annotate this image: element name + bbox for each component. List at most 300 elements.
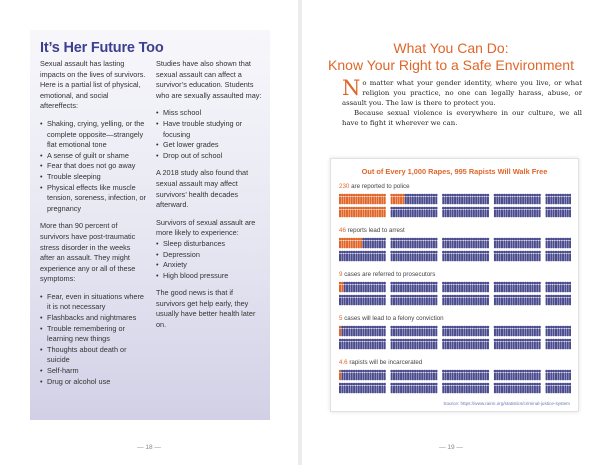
person-body xyxy=(426,298,428,306)
person-head xyxy=(341,282,344,285)
person-body xyxy=(367,241,369,249)
person-body xyxy=(398,373,400,381)
person-head xyxy=(510,295,513,298)
person-body xyxy=(363,210,365,218)
person-head xyxy=(531,207,534,210)
person-body xyxy=(550,342,552,350)
person-body xyxy=(363,197,365,205)
person-body xyxy=(442,373,444,381)
person-head xyxy=(520,238,523,241)
person-head xyxy=(402,194,405,197)
person-body xyxy=(445,241,447,249)
infographic-box xyxy=(330,158,579,412)
person-body xyxy=(428,210,430,218)
person-head xyxy=(545,339,548,342)
person-body xyxy=(452,241,454,249)
person-body xyxy=(560,329,562,337)
person-body xyxy=(529,329,531,337)
person-body xyxy=(381,329,383,337)
person-body xyxy=(564,210,566,218)
person-body xyxy=(485,298,487,306)
person-body xyxy=(363,241,365,249)
person-head xyxy=(447,370,450,373)
person-head xyxy=(339,383,341,386)
person-body xyxy=(496,285,498,293)
person-body xyxy=(442,285,444,293)
person-body xyxy=(536,197,538,205)
person-head xyxy=(374,326,377,329)
people-pictogram xyxy=(339,281,571,307)
paragraph: A 2018 study also found that sexual assault may affect survivors’ health decades afterward. xyxy=(156,168,249,210)
person-head xyxy=(430,251,433,254)
person-head xyxy=(484,370,487,373)
person-head xyxy=(379,207,382,210)
person-body xyxy=(367,373,369,381)
person-body xyxy=(471,342,473,350)
person-body xyxy=(449,373,451,381)
person-body xyxy=(421,342,423,350)
person-body xyxy=(468,329,470,337)
person-head xyxy=(480,383,483,386)
person-body xyxy=(367,329,369,337)
person-body xyxy=(391,210,393,218)
person-body xyxy=(485,386,487,394)
person-head xyxy=(564,370,567,373)
list-item: • Thoughts about death or suicide xyxy=(40,345,146,366)
person-body xyxy=(466,254,468,262)
person-head xyxy=(456,238,459,241)
person-head xyxy=(531,370,534,373)
person-head xyxy=(550,326,553,329)
person-head xyxy=(372,251,375,254)
person-head xyxy=(426,282,429,285)
person-head xyxy=(508,326,511,329)
person-body xyxy=(445,386,447,394)
person-body xyxy=(555,210,557,218)
person-head xyxy=(562,295,565,298)
person-body xyxy=(539,241,541,249)
person-head xyxy=(442,339,445,342)
person-head xyxy=(397,295,400,298)
person-head xyxy=(379,251,382,254)
person-head xyxy=(365,370,368,373)
person-body xyxy=(381,298,383,306)
person-head xyxy=(508,251,511,254)
person-body xyxy=(482,329,484,337)
person-head xyxy=(409,326,412,329)
person-body xyxy=(393,298,395,306)
person-body xyxy=(510,254,512,262)
person-body xyxy=(564,373,566,381)
person-body xyxy=(400,210,402,218)
person-head xyxy=(477,295,480,298)
person-body xyxy=(374,342,376,350)
person-head xyxy=(566,339,569,342)
person-head xyxy=(355,207,358,210)
person-body xyxy=(494,254,496,262)
person-body xyxy=(412,386,414,394)
person-head xyxy=(372,295,375,298)
person-head xyxy=(569,194,571,197)
person-head xyxy=(496,238,499,241)
person-head xyxy=(555,194,558,197)
bullet-list xyxy=(156,239,262,281)
person-head xyxy=(512,326,515,329)
person-head xyxy=(442,251,445,254)
person-head xyxy=(456,326,459,329)
person-head xyxy=(473,207,476,210)
person-body xyxy=(482,254,484,262)
person-body xyxy=(395,210,397,218)
person-head xyxy=(404,295,407,298)
person-body xyxy=(527,386,529,394)
person-body xyxy=(569,197,571,205)
person-body xyxy=(428,329,430,337)
person-head xyxy=(414,251,417,254)
person-head xyxy=(379,238,382,241)
person-body xyxy=(407,241,409,249)
person-body xyxy=(508,210,510,218)
person-body xyxy=(503,210,505,218)
person-body xyxy=(459,241,461,249)
person-body xyxy=(372,285,374,293)
person-body xyxy=(384,254,386,262)
person-head xyxy=(447,282,450,285)
person-head xyxy=(376,383,379,386)
person-head xyxy=(498,238,501,241)
person-body xyxy=(471,373,473,381)
person-head xyxy=(510,238,513,241)
person-head xyxy=(494,207,497,210)
person-head xyxy=(456,383,459,386)
heading-line-1: What You Can Do: xyxy=(393,40,509,56)
person-body xyxy=(351,342,353,350)
person-body xyxy=(421,373,423,381)
person-body xyxy=(503,373,505,381)
person-body xyxy=(433,342,435,350)
person-head xyxy=(559,282,562,285)
person-body xyxy=(456,241,458,249)
person-head xyxy=(381,194,384,197)
person-body xyxy=(424,298,426,306)
person-head xyxy=(358,295,361,298)
person-head xyxy=(372,383,375,386)
person-body xyxy=(463,197,465,205)
person-head xyxy=(379,339,382,342)
person-head xyxy=(468,326,471,329)
person-body xyxy=(539,197,541,205)
person-head xyxy=(555,370,558,373)
person-head xyxy=(520,370,523,373)
person-head xyxy=(531,251,534,254)
person-body xyxy=(529,298,531,306)
person-body xyxy=(365,342,367,350)
person-body xyxy=(553,329,555,337)
stat-text: are reported to police xyxy=(351,183,410,190)
person-head xyxy=(536,295,539,298)
person-head xyxy=(449,370,452,373)
person-body xyxy=(426,329,428,337)
person-body xyxy=(454,373,456,381)
person-head xyxy=(442,383,445,386)
person-body xyxy=(478,342,480,350)
person-body xyxy=(391,197,393,205)
person-head xyxy=(402,383,405,386)
person-body xyxy=(555,241,557,249)
person-head xyxy=(466,370,469,373)
person-body xyxy=(459,342,461,350)
person-head xyxy=(372,194,375,197)
person-body xyxy=(379,386,381,394)
person-head xyxy=(517,370,520,373)
person-head xyxy=(395,339,398,342)
person-head xyxy=(343,282,346,285)
person-body xyxy=(562,329,564,337)
person-head xyxy=(557,326,560,329)
person-body xyxy=(564,241,566,249)
person-head xyxy=(517,282,520,285)
person-body xyxy=(372,254,374,262)
person-head xyxy=(414,383,417,386)
person-body xyxy=(510,386,512,394)
person-head xyxy=(407,370,410,373)
person-body xyxy=(391,285,393,293)
person-body xyxy=(379,241,381,249)
person-head xyxy=(498,194,501,197)
person-head xyxy=(480,295,483,298)
person-body xyxy=(548,254,550,262)
person-head xyxy=(376,194,379,197)
person-body xyxy=(564,342,566,350)
person-head xyxy=(435,194,438,197)
person-body xyxy=(564,197,566,205)
person-body xyxy=(435,285,437,293)
person-head xyxy=(520,326,523,329)
person-body xyxy=(567,373,569,381)
person-head xyxy=(362,207,365,210)
person-body xyxy=(365,254,367,262)
person-body xyxy=(534,329,536,337)
person-head xyxy=(527,238,530,241)
person-body xyxy=(548,386,550,394)
person-head xyxy=(350,339,353,342)
person-body xyxy=(424,197,426,205)
person-head xyxy=(517,339,520,342)
person-head xyxy=(508,370,511,373)
person-head xyxy=(484,251,487,254)
person-head xyxy=(569,370,571,373)
person-body xyxy=(414,254,416,262)
person-body xyxy=(536,285,538,293)
person-body xyxy=(494,342,496,350)
person-body xyxy=(363,329,365,337)
person-body xyxy=(508,285,510,293)
person-head xyxy=(379,282,382,285)
person-head xyxy=(421,238,424,241)
person-body xyxy=(517,241,519,249)
person-body xyxy=(348,373,350,381)
person-body xyxy=(393,285,395,293)
person-head xyxy=(428,238,431,241)
person-head xyxy=(515,295,518,298)
person-body xyxy=(539,342,541,350)
page-number: — 18 — xyxy=(137,444,161,451)
person-head xyxy=(529,339,532,342)
person-body xyxy=(475,329,477,337)
person-body xyxy=(534,197,536,205)
person-body xyxy=(478,373,480,381)
person-body xyxy=(452,210,454,218)
person-head xyxy=(348,339,351,342)
person-body xyxy=(485,285,487,293)
person-body xyxy=(496,386,498,394)
person-body xyxy=(402,254,404,262)
person-body xyxy=(468,197,470,205)
person-head xyxy=(346,207,349,210)
person-body xyxy=(482,285,484,293)
person-head xyxy=(524,326,527,329)
person-head xyxy=(527,326,530,329)
person-head xyxy=(409,238,412,241)
person-body xyxy=(412,210,414,218)
list-item: • Flashbacks and nightmares xyxy=(40,313,146,324)
person-head xyxy=(390,295,393,298)
person-head xyxy=(435,251,438,254)
person-body xyxy=(435,254,437,262)
person-head xyxy=(397,370,400,373)
person-body xyxy=(355,373,357,381)
person-head xyxy=(529,251,532,254)
person-head xyxy=(548,370,551,373)
person-body xyxy=(381,285,383,293)
person-head xyxy=(496,251,499,254)
person-body xyxy=(522,210,524,218)
person-head xyxy=(527,383,530,386)
person-head xyxy=(480,370,483,373)
intro-paragraph-2: Because sexual violence is everywhere in our culture, we all have to fight it wherever we can. xyxy=(342,109,582,127)
person-body xyxy=(358,342,360,350)
person-head xyxy=(444,238,447,241)
person-body xyxy=(348,329,350,337)
person-body xyxy=(395,298,397,306)
person-body xyxy=(449,386,451,394)
person-head xyxy=(430,370,433,373)
person-body xyxy=(473,386,475,394)
person-head xyxy=(416,370,419,373)
person-body xyxy=(407,342,409,350)
person-body xyxy=(503,197,505,205)
person-body xyxy=(341,285,343,293)
person-body xyxy=(424,285,426,293)
person-head xyxy=(426,370,429,373)
person-head xyxy=(458,207,461,210)
person-head xyxy=(564,326,567,329)
person-head xyxy=(433,383,436,386)
person-head xyxy=(358,238,361,241)
person-head xyxy=(512,370,515,373)
person-head xyxy=(487,282,490,285)
person-head xyxy=(426,295,429,298)
person-body xyxy=(454,285,456,293)
person-body xyxy=(557,210,559,218)
person-body xyxy=(405,373,407,381)
person-head xyxy=(402,295,405,298)
person-head xyxy=(515,282,518,285)
person-body xyxy=(471,210,473,218)
person-head xyxy=(566,282,569,285)
person-head xyxy=(531,339,534,342)
person-head xyxy=(412,194,415,197)
person-body xyxy=(367,285,369,293)
person-head xyxy=(454,339,457,342)
person-body xyxy=(445,197,447,205)
person-body xyxy=(370,386,372,394)
person-head xyxy=(409,207,412,210)
person-body xyxy=(442,241,444,249)
person-head xyxy=(466,251,469,254)
person-head xyxy=(477,194,480,197)
person-body xyxy=(346,210,348,218)
person-body xyxy=(478,197,480,205)
person-head xyxy=(343,370,346,373)
person-head xyxy=(461,194,464,197)
person-head xyxy=(346,251,349,254)
sidebar-column-2 xyxy=(156,59,262,394)
person-body xyxy=(548,241,550,249)
person-body xyxy=(372,329,374,337)
person-head xyxy=(552,251,555,254)
person-head xyxy=(503,282,506,285)
person-body xyxy=(468,241,470,249)
person-head xyxy=(426,238,429,241)
person-head xyxy=(534,251,537,254)
person-body xyxy=(400,373,402,381)
stat-row xyxy=(339,227,571,268)
person-head xyxy=(482,207,485,210)
person-head xyxy=(458,326,461,329)
person-head xyxy=(365,295,368,298)
person-body xyxy=(496,241,498,249)
person-body xyxy=(515,254,517,262)
person-body xyxy=(456,373,458,381)
person-head xyxy=(475,339,478,342)
person-head xyxy=(458,282,461,285)
person-head xyxy=(461,383,464,386)
person-body xyxy=(515,197,517,205)
person-head xyxy=(562,282,565,285)
person-body xyxy=(445,254,447,262)
person-head xyxy=(501,326,504,329)
person-head xyxy=(503,326,506,329)
person-head xyxy=(419,326,422,329)
person-head xyxy=(360,251,363,254)
person-head xyxy=(353,194,356,197)
person-body xyxy=(569,342,571,350)
person-body xyxy=(384,197,386,205)
person-head xyxy=(367,251,370,254)
person-body xyxy=(508,373,510,381)
person-head xyxy=(404,326,407,329)
person-body xyxy=(548,329,550,337)
person-head xyxy=(350,370,353,373)
person-body xyxy=(395,197,397,205)
person-head xyxy=(531,383,534,386)
person-body xyxy=(355,241,357,249)
person-body xyxy=(548,342,550,350)
person-body xyxy=(400,342,402,350)
person-body xyxy=(473,197,475,205)
person-head xyxy=(353,238,356,241)
